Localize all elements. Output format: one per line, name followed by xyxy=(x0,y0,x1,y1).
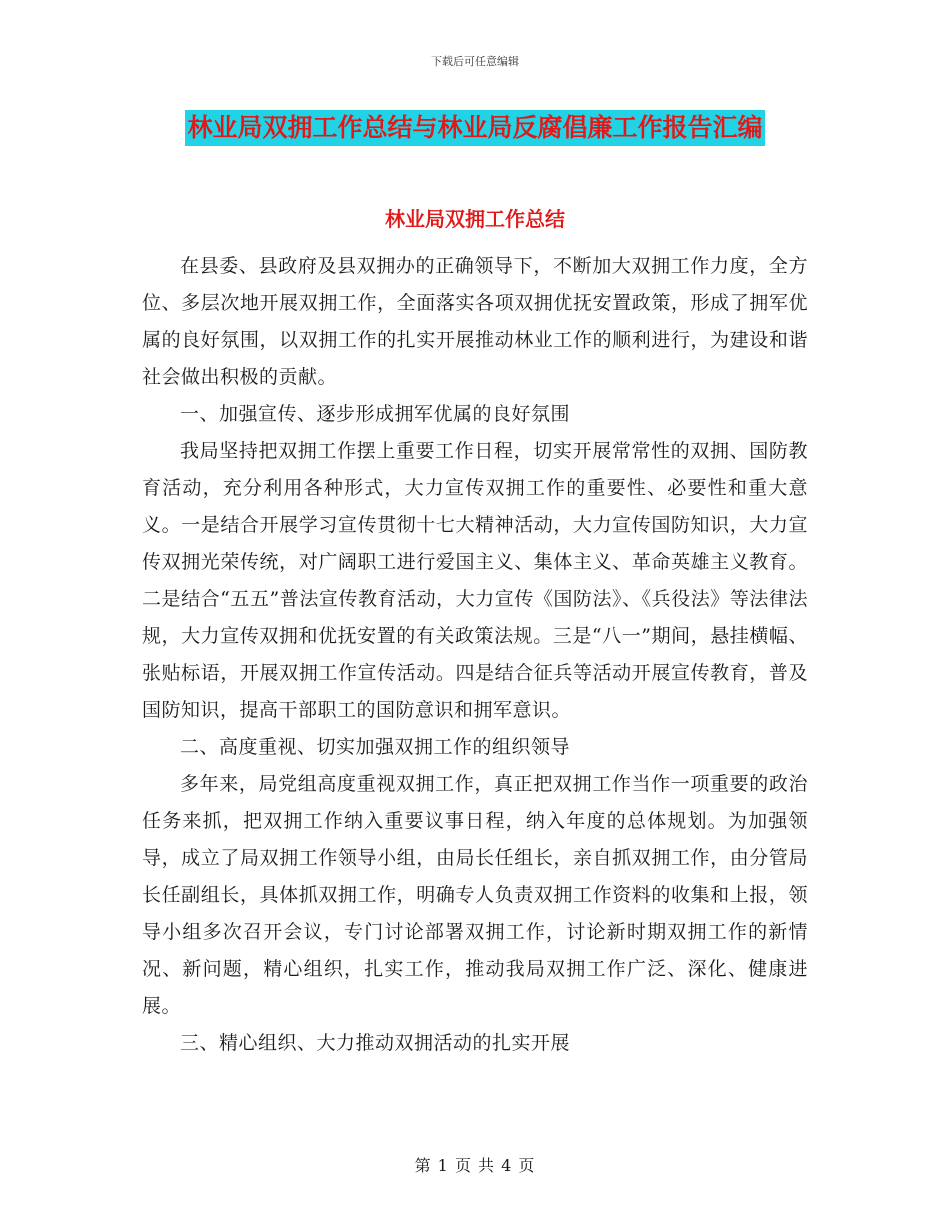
document-body xyxy=(142,248,808,1062)
section-title: 林业局双拥工作总结 xyxy=(385,207,565,231)
page-header-note: 下载后可任意编辑 xyxy=(431,55,519,68)
page-number: 第 1 页 共 4 页 xyxy=(414,1156,536,1175)
heading-section-1: 一、加强宣传、逐步形成拥军优属的良好氛围 xyxy=(180,403,571,425)
document-title: 林业局双拥工作总结与林业局反腐倡廉工作报告汇编 xyxy=(185,110,764,146)
heading-section-2: 二、高度重视、切实加强双拥工作的组织领导 xyxy=(180,736,571,758)
heading-section-3: 三、精心组织、大力推动双拥活动的扎实开展 xyxy=(180,1032,571,1054)
paragraph-section-1: 我局坚持把双拥工作摆上重要工作日程，切实开展常常性的双拥、国防教育活动，充分利用各种形式，大力宣传双拥工作的重要性、必要性和重大意义。一是结合开展学习宣传贯彻十七大精神活动，大力宣传国防知识，大力宣传双拥光荣传统，对广阔职工进行爱国主义、集体主义、革命英雄主义教育。二是结合“五五”普法宣传教育活动，大力宣传《国防法》、《兵役法》等法律法规，大力宣传双拥和优抚安置的有关政策法规。三是“八一”期间，悬挂横幅、张贴标语，开展双拥工作宣传活动。四是结合征兵等活动开展宣传教育，普及国防知识，提高干部职工的国防意识和拥军意识。 xyxy=(142,440,808,721)
document-title-container xyxy=(0,110,950,146)
paragraph-section-2: 多年来，局党组高度重视双拥工作，真正把双拥工作当作一项重要的政治任务来抓，把双拥工作纳入重要议事日程，纳入年度的总体规划。为加强领导，成立了局双拥工作领导小组，由局长任组长，亲自抓双拥工作，由分管局长任副组长，具体抓双拥工作，明确专人负责双拥工作资料的收集和上报，领导小组多次召开会议，专门讨论部署双拥工作，讨论新时期双拥工作的新情况、新问题，精心组织，扎实工作，推动我局双拥工作广泛、深化、健康进展。 xyxy=(142,773,808,1017)
paragraph-intro: 在县委、县政府及县双拥办的正确领导下，不断加大双拥工作力度，全方位、多层次地开展双拥工作，全面落实各项双拥优抚安置政策，形成了拥军优属的良好氛围，以双拥工作的扎实开展推动林业工作的顺利进行，为建设和谐社会做出积极的贡献。 xyxy=(142,255,808,388)
